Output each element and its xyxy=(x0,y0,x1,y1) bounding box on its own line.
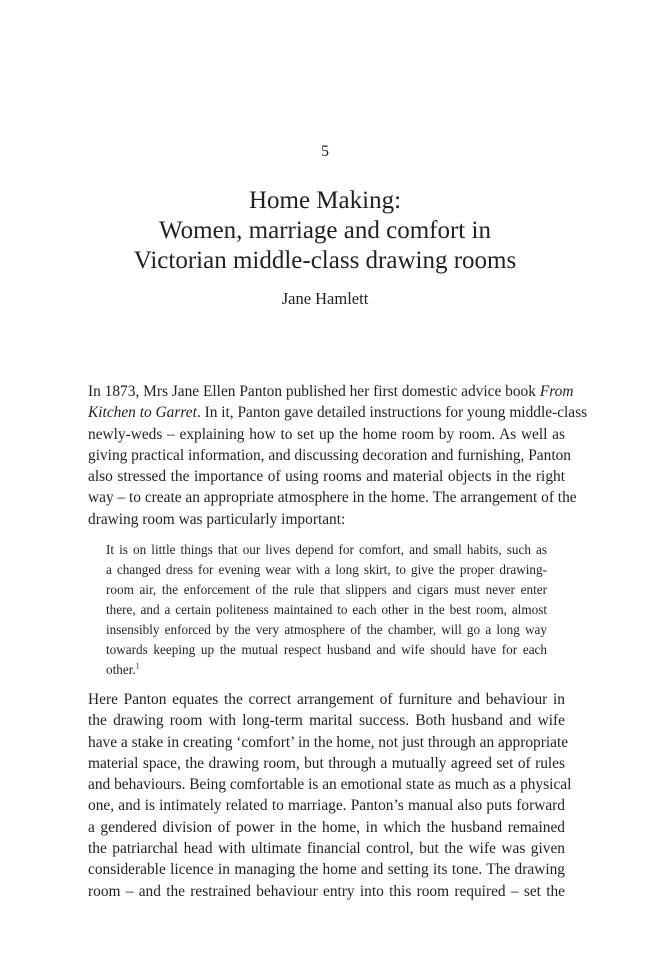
book-title-italic: Kitchen to Garret xyxy=(88,404,197,422)
chapter-title-line: Victorian middle-class drawing rooms xyxy=(133,247,517,274)
block-quote xyxy=(106,540,547,680)
text-run: . In it, Panton gave detailed instructions for young middle-class xyxy=(196,404,588,422)
body-paragraph xyxy=(88,689,572,902)
paragraph-line: considerable licence in managing the home and setting its tone. The drawing xyxy=(88,861,565,879)
chapter-title-line: Women, marriage and comfort in xyxy=(159,217,491,244)
text-run: In 1873, Mrs Jane Ellen Panton published her first domestic advice book xyxy=(88,383,540,400)
paragraph-line: way – to create an appropriate atmosphere in the home. The arrangement of the xyxy=(88,489,577,507)
quote-line: It is on little things that our lives depend for comfort, and small habits, such as xyxy=(106,542,547,557)
chapter-title-line: Home Making: xyxy=(248,187,402,214)
chapter-number: 5 xyxy=(321,143,329,160)
quote-line: room air, the enforcement of the rule that slippers and cigars must never enter xyxy=(106,582,547,597)
paragraph-line xyxy=(88,381,574,402)
paragraph-line: one, and is intimately related to marriage. Panton’s manual also puts forward xyxy=(88,797,565,815)
author-name: Jane Hamlett xyxy=(281,289,369,308)
paragraph-line: drawing room was particularly important: xyxy=(88,510,346,528)
footnote-marker[interactable]: 1 xyxy=(135,661,140,671)
paragraph-line: also stressed the importance of using rooms and material objects in the right xyxy=(88,468,565,486)
book-title-italic: From xyxy=(539,383,574,400)
paragraph-line xyxy=(88,402,588,423)
chapter-title xyxy=(60,186,590,276)
paragraph-line: newly-weds – explaining how to set up the home room by room. As well as xyxy=(88,425,565,443)
quote-line: towards keeping up the mutual respect husband and wife should have for each xyxy=(106,642,547,657)
paragraph-line: and behaviours. Being comfortable is an emotional state as much as a physical xyxy=(88,776,572,794)
body-paragraph xyxy=(88,381,588,530)
paragraph-line: giving practical information, and discussing decoration and furnishing, Panton xyxy=(88,446,571,464)
quote-line xyxy=(106,660,547,680)
text-run: other. xyxy=(106,662,136,677)
paragraph-line: room – and the restrained behaviour entry into this room required – set the xyxy=(88,882,565,900)
paragraph-line: Here Panton equates the correct arrangement of furniture and behaviour in xyxy=(88,691,565,708)
quote-line: insensibly enforced by the very atmosphere of the chamber, will go a long way xyxy=(106,622,547,637)
paragraph-line: material space, the drawing room, but through a mutually agreed set of rules xyxy=(88,754,565,772)
quote-line: a changed dress for evening wear with a long skirt, to give the proper drawing- xyxy=(106,562,547,577)
paragraph-line: the patriarchal head with ultimate financial control, but the wife was given xyxy=(88,840,565,858)
paragraph-line: the drawing room with long-term marital success. Both husband and wife xyxy=(88,712,565,730)
paragraph-line: have a stake in creating ‘comfort’ in the home, not just through an appropriate xyxy=(88,733,569,751)
quote-line: there, and a certain politeness maintained to each other in the best room, almost xyxy=(106,602,547,617)
paragraph-line: a gendered division of power in the home, in which the husband remained xyxy=(88,818,565,836)
